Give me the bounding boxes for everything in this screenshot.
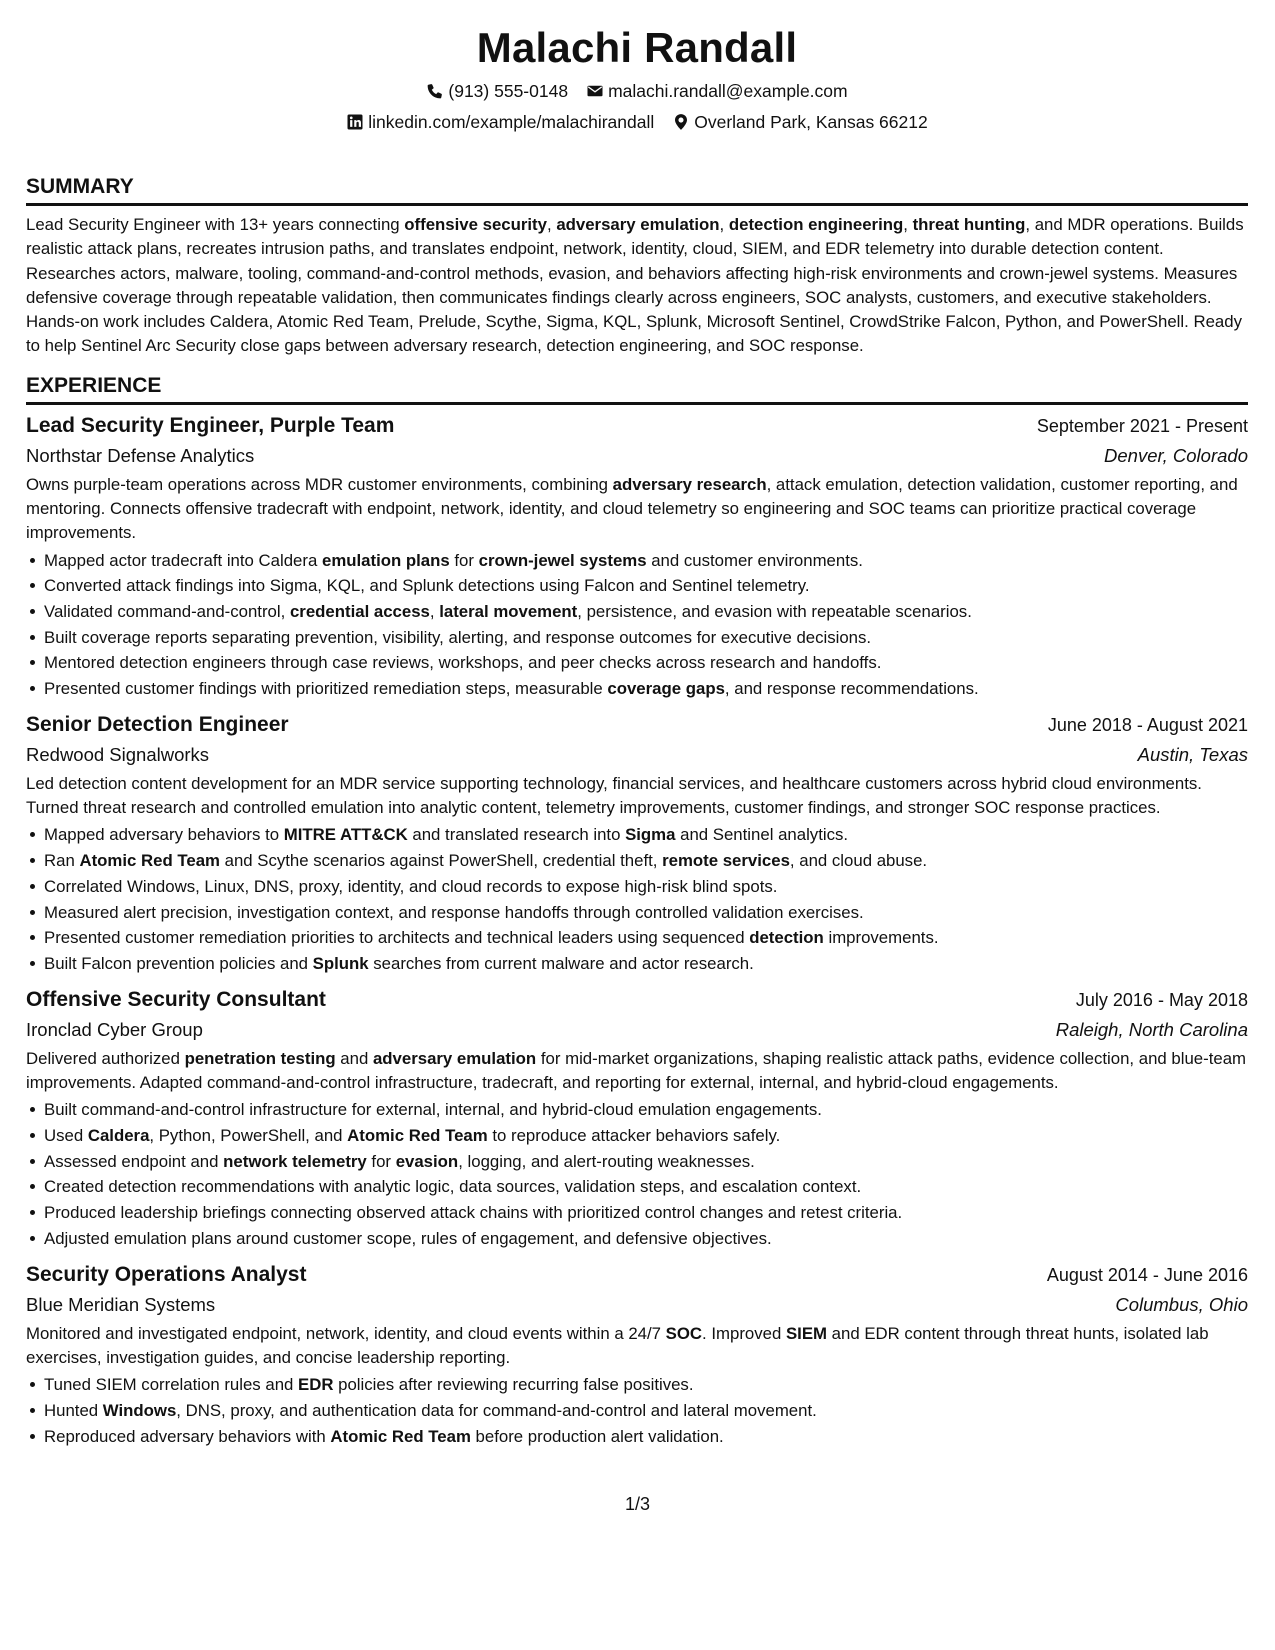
text-run: and EDR content through threat hunts, isolated lab exercises, investigation guides, and concise leadership reporting.: [26, 1323, 1209, 1367]
contact-location: [672, 111, 927, 133]
job-description: [26, 1047, 1248, 1096]
bullet-item: [44, 1372, 1248, 1398]
summary-text: [26, 213, 1248, 359]
bold-phrase: lateral movement: [439, 602, 578, 622]
bullet-item: [44, 1226, 1248, 1252]
bold-phrase: crown-jewel systems: [478, 550, 647, 570]
job-description: [26, 1322, 1248, 1371]
text-run: Ran: [44, 851, 80, 871]
text-run: Correlated Windows, Linux, DNS, proxy, identity, and cloud records to expose high-risk blind spots.: [44, 876, 778, 896]
text-run: , attack emulation, detection validation, customer reporting, and mentoring. Connects offensive tradecraft with endpoint, network, identity, and cloud telemetry so engineering and SOC teams can prioritize practical coverage improvements.: [26, 474, 1238, 543]
bullet-item: [44, 650, 1248, 676]
job-description: [26, 473, 1248, 546]
bullet-item: [44, 1424, 1248, 1450]
text-run: , logging, and alert-routing weaknesses.: [458, 1151, 755, 1171]
job-title: Offensive Security Consultant: [26, 987, 326, 1011]
bullet-item: [44, 925, 1248, 951]
job-location: Raleigh, North Carolina: [1055, 1018, 1248, 1040]
job-entry: [26, 985, 1248, 1252]
contact-phone: [426, 80, 568, 102]
text-run: policies after reviewing recurring false positives.: [333, 1375, 694, 1395]
email-text: malachi.randall@example.com: [608, 81, 848, 101]
bold-phrase: detection: [749, 928, 824, 948]
text-run: Created detection recommendations with analytic logic, data sources, validation steps, and escalation context.: [44, 1177, 862, 1197]
text-run: and customer environments.: [646, 550, 863, 570]
bullet-item: [44, 625, 1248, 651]
job-header-row: [26, 1260, 1248, 1290]
experience-heading: EXPERIENCE: [26, 373, 1248, 405]
text-run: Built command-and-control infrastructure for external, internal, and hybrid-cloud emulation engagements.: [44, 1100, 822, 1120]
bullet-item: [44, 874, 1248, 900]
contact-linkedin[interactable]: [346, 111, 654, 133]
job-header-row: [26, 985, 1248, 1015]
bullet-item: [44, 900, 1248, 926]
location-text: Overland Park, Kansas 66212: [694, 112, 928, 132]
text-run: Used: [44, 1126, 88, 1145]
text-run: searches from current malware and actor research.: [368, 954, 754, 973]
bold-phrase: adversary emulation: [372, 1048, 537, 1068]
candidate-name: Malachi Randall: [476, 24, 798, 71]
text-run: Produced leadership briefings connecting observed attack chains with prioritized control changes and retest criteria.: [44, 1203, 903, 1223]
job-dates: September 2021 - Present: [1036, 415, 1248, 436]
text-run: Lead Security Engineer with 13+ years connecting: [26, 215, 405, 234]
text-run: ,: [903, 215, 913, 234]
resume-page: [26, 0, 1248, 1449]
bold-phrase: adversary research: [612, 474, 767, 494]
job-dates: August 2014 - June 2016: [1046, 1264, 1248, 1285]
job-company-row: [26, 441, 1248, 471]
bullet-item: [44, 1200, 1248, 1226]
bold-phrase: SIEM: [785, 1323, 828, 1343]
text-run: , and cloud abuse.: [789, 851, 928, 871]
job-company-row: [26, 1290, 1248, 1320]
contact-row-primary: [26, 80, 1248, 102]
bold-phrase: detection engineering: [728, 215, 904, 234]
bullet-item: [44, 599, 1248, 625]
bold-phrase: evasion: [395, 1151, 459, 1171]
text-run: Hunted: [44, 1400, 103, 1420]
job-bullets: [26, 1372, 1248, 1449]
text-run: Converted attack findings into Sigma, KQL, and Splunk detections using Falcon and Sentinel telemetry.: [44, 576, 810, 596]
job-header-row: [26, 710, 1248, 740]
text-run: before production alert validation.: [470, 1426, 724, 1446]
linkedin-icon: [346, 113, 364, 131]
job-location: Austin, Texas: [1137, 743, 1248, 765]
bold-phrase: coverage gaps: [607, 679, 725, 699]
bullet-item: [44, 1097, 1248, 1123]
text-run: Built Falcon prevention policies and: [44, 954, 313, 973]
job-dates: July 2016 - May 2018: [1075, 989, 1248, 1010]
text-run: Delivered authorized: [26, 1048, 185, 1068]
text-run: Monitored and investigated endpoint, network, identity, and cloud events within a 24/7: [26, 1323, 666, 1343]
job-title: Security Operations Analyst: [26, 1262, 307, 1286]
bold-phrase: threat hunting: [912, 215, 1026, 234]
bullet-item: [44, 1123, 1248, 1149]
text-run: ,: [546, 215, 557, 234]
company-name: Blue Meridian Systems: [26, 1293, 216, 1315]
text-run: Presented customer findings with prioritized remediation steps, measurable: [44, 679, 608, 699]
company-name: Northstar Defense Analytics: [26, 444, 255, 466]
bold-phrase: Atomic Red Team: [79, 851, 220, 871]
job-entry: [26, 1260, 1248, 1450]
experience-list: [26, 411, 1248, 1449]
text-run: to reproduce attacker behaviors safely.: [487, 1126, 781, 1145]
job-header-row: [26, 411, 1248, 441]
job-location: Denver, Colorado: [1104, 444, 1248, 466]
text-run: Presented customer remediation priorities to architects and technical leaders using sequenced: [44, 928, 750, 948]
bold-phrase: adversary emulation: [556, 215, 720, 234]
bold-phrase: Splunk: [312, 954, 369, 973]
job-company-row: [26, 1015, 1248, 1045]
text-run: , and MDR operations. Builds realistic attack plans, recreates intrusion paths, and translates endpoint, network, identity, cloud, SIEM, and EDR telemetry into durable detection content. Researches actors, malware, tooling, command-and-control methods, evasion, and behaviors affecting high-risk environments and crown-jewel systems. Measures defensive coverage through repeatable validation, then communicates findings clearly across engineers, SOC analysts, customers, and executive stakeholders. Hands-on work includes Caldera, Atomic Red Team, Prelude, Scythe, Sigma, KQL, Splunk, Microsoft Sentinel, CrowdStrike Falcon, Python, and PowerShell. Ready to help Sentinel Arc Security close gaps between adversary research, detection engineering, and SOC response.: [26, 215, 1244, 356]
text-run: Tuned SIEM correlation rules and: [44, 1375, 299, 1395]
bullet-item: [44, 548, 1248, 574]
bold-phrase: offensive security: [404, 215, 547, 234]
bold-phrase: penetration testing: [184, 1048, 336, 1068]
text-run: Mapped actor tradecraft into Caldera: [44, 550, 322, 570]
phone-icon: [426, 82, 444, 100]
bold-phrase: Caldera: [87, 1126, 150, 1145]
text-run: Owns purple-team operations across MDR customer environments, combining: [26, 474, 613, 494]
text-run: , persistence, and evasion with repeatable scenarios.: [577, 602, 972, 622]
job-location: Columbus, Ohio: [1115, 1293, 1248, 1315]
bullet-item: [44, 1398, 1248, 1424]
bold-phrase: Atomic Red Team: [347, 1126, 488, 1145]
company-name: Redwood Signalworks: [26, 743, 210, 765]
bullet-item: [44, 822, 1248, 848]
job-entry: [26, 710, 1248, 977]
text-run: ,: [719, 215, 729, 234]
text-run: Led detection content development for an MDR service supporting technology, financial services, and healthcare customers across hybrid cloud environments. Turned threat research and controlled emulation into analytic content, telemetry improvements, customer findings, and stronger SOC response practices.: [26, 773, 1202, 818]
job-title: Lead Security Engineer, Purple Team: [26, 413, 395, 437]
contact-row-secondary: [26, 111, 1248, 133]
text-run: ,: [429, 602, 440, 622]
envelope-icon: [586, 82, 604, 100]
text-run: Validated command-and-control,: [44, 602, 290, 622]
contact-email[interactable]: [586, 80, 848, 102]
text-run: for mid-market organizations, shaping realistic attack paths, evidence collection, and blue-team improvements. Adapted command-and-control infrastructure, tradecraft, and reporting for external, internal, and hybrid-cloud engagements.: [26, 1048, 1247, 1092]
company-name: Ironclad Cyber Group: [26, 1018, 203, 1040]
text-run: . Improved: [702, 1323, 786, 1343]
bold-phrase: SOC: [665, 1323, 703, 1343]
job-bullets: [26, 1097, 1248, 1251]
text-run: for: [449, 550, 479, 570]
bullet-item: [44, 951, 1248, 977]
bold-phrase: Windows: [102, 1400, 177, 1420]
job-bullets: [26, 822, 1248, 976]
text-run: for: [366, 1151, 396, 1171]
text-run: Mapped adversary behaviors to: [44, 825, 284, 845]
bold-phrase: emulation plans: [321, 550, 450, 570]
text-run: and: [335, 1048, 373, 1068]
phone-text: (913) 555-0148: [448, 81, 569, 101]
bullet-item: [44, 1174, 1248, 1200]
job-company-row: [26, 740, 1248, 770]
bullet-item: [44, 676, 1248, 702]
job-bullets: [26, 548, 1248, 702]
text-run: , DNS, proxy, and authentication data for command-and-control and lateral movement.: [176, 1400, 817, 1420]
text-run: and translated research into: [407, 825, 626, 845]
text-run: Measured alert precision, investigation context, and response handoffs through controlled validation exercises.: [44, 902, 864, 922]
map-marker-icon: [672, 113, 690, 131]
linkedin-text: linkedin.com/example/malachirandall: [368, 112, 655, 132]
text-run: , Python, PowerShell, and: [149, 1126, 348, 1145]
bullet-item: [44, 1149, 1248, 1175]
bold-phrase: Sigma: [625, 825, 676, 845]
text-run: Adjusted emulation plans around customer scope, rules of engagement, and defensive objectives.: [44, 1228, 772, 1248]
bold-phrase: remote services: [662, 851, 790, 871]
bold-phrase: network telemetry: [223, 1151, 367, 1171]
text-run: Built coverage reports separating prevention, visibility, alerting, and response outcomes for executive decisions.: [44, 627, 872, 647]
bullet-item: [44, 573, 1248, 599]
bold-phrase: EDR: [298, 1375, 334, 1395]
summary-heading: SUMMARY: [26, 174, 1248, 206]
bold-phrase: MITRE ATT&CK: [283, 825, 408, 845]
text-run: , and response recommendations.: [724, 679, 979, 699]
bullet-item: [44, 848, 1248, 874]
page-number: 1/3: [624, 1494, 651, 1514]
bold-phrase: credential access: [289, 602, 430, 622]
job-entry: [26, 411, 1248, 702]
text-run: Assessed endpoint and: [44, 1151, 224, 1171]
job-dates: June 2018 - August 2021: [1047, 714, 1248, 735]
job-title: Senior Detection Engineer: [26, 712, 289, 736]
text-run: improvements.: [823, 928, 939, 948]
bold-phrase: Atomic Red Team: [330, 1426, 471, 1446]
text-run: Reproduced adversary behaviors with: [44, 1426, 331, 1446]
job-description: [26, 772, 1248, 821]
text-run: Mentored detection engineers through case reviews, workshops, and peer checks across research and handoffs.: [44, 653, 882, 673]
text-run: and Sentinel analytics.: [675, 825, 849, 845]
text-run: and Scythe scenarios against PowerShell, credential theft,: [219, 851, 663, 871]
